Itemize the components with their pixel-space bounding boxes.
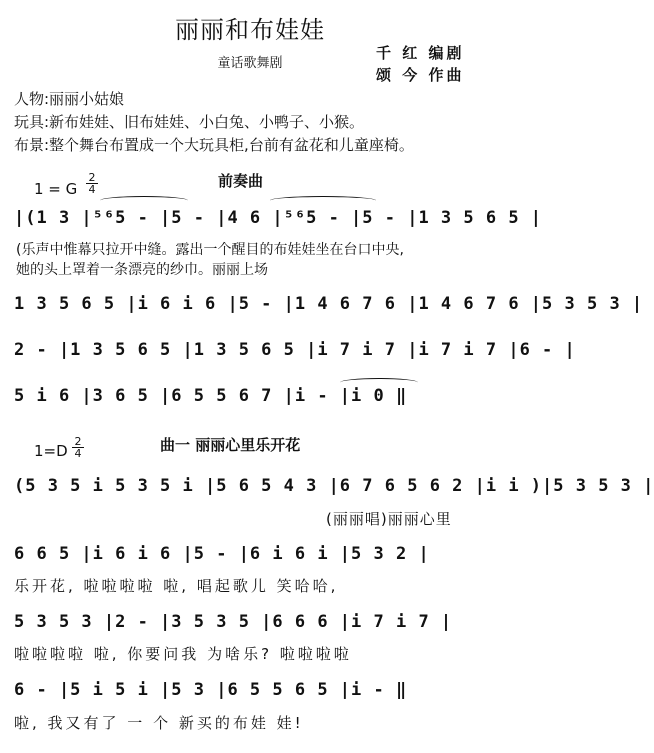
prelude-meter [86, 172, 98, 195]
prelude-heading: 前奏曲 [218, 172, 264, 190]
song1-line-3-notes: 5 3 5 3 |2 - |3 5 3 5 |6 6 6 |i 7 i 7 | [14, 612, 453, 632]
prelude-meter-bottom: 4 [88, 183, 96, 196]
page-title: 丽丽和布娃娃 [175, 16, 325, 44]
prelude-line-3: 2 - |1 3 5 6 5 |1 3 5 6 5 |i 7 i 7 |i 7 i 7 |6 - | [14, 340, 576, 360]
song1-heading: 曲一 丽丽心里乐开花 [160, 436, 301, 454]
song1-meter [72, 436, 84, 459]
song1-meter-top: 2 [74, 435, 82, 448]
prelude-line-2: 1 3 5 6 5 |i 6 i 6 |5 - |1 4 6 7 6 |1 4 6 7 6 |5 3 5 3 | [14, 294, 644, 314]
page-subtitle: 童话歌舞剧 [217, 56, 283, 71]
song1-line-4-lyric: 啦, 我又有了 一 个 新买的布娃 娃! [14, 714, 304, 732]
song1-line-3-lyric: 啦啦啦啦 啦, 你要问我 为啥乐? 啦啦啦啦 [14, 645, 352, 663]
song1-line-2-notes: 6 6 5 |i 6 i 6 |5 - |6 i 6 i |5 3 2 | [14, 544, 430, 564]
prelude-line-4: 5 i 6 |3 6 5 |6 5 5 6 7 |i - |i 0 ‖ [14, 386, 408, 406]
song1-line-4-notes: 6 - |5 i 5 i |5 3 |6 5 5 6 5 |i - ‖ [14, 680, 408, 700]
info-toys: 玩具:新布娃娃、旧布娃娃、小白兔、小鸭子、小猴。 [14, 113, 365, 131]
song1-line-2-lyric: 乐开花, 啦啦啦啦 啦, 唱起歌儿 笑哈哈, [14, 577, 339, 595]
song1-line-1-notes: (5 3 5 i 5 3 5 i |5 6 5 4 3 |6 7 6 5 6 2 |i i )|5 3 5 3 | [14, 476, 654, 496]
info-characters: 人物:丽丽小姑娘 [14, 90, 125, 108]
slur [270, 196, 376, 205]
prelude-line-1: |(1 3 |⁵⁶5 - |5 - |4 6 |⁵⁶5 - |5 - |1 3 5 6 5 | [14, 208, 543, 228]
slur [100, 196, 188, 205]
info-setting: 布景:整个舞台布置成一个大玩具柜,台前有盆花和儿童座椅。 [14, 136, 414, 154]
credit-music: 颂 今 作曲 [376, 66, 465, 84]
prelude-key: 1 = G [34, 180, 78, 198]
credit-lyrics: 千 红 编剧 [376, 44, 465, 62]
song1-line-1-lyric: (丽丽唱)丽丽心里 [326, 510, 452, 528]
song1-meter-bottom: 4 [74, 447, 82, 460]
song1-key: 1=D [34, 442, 68, 460]
prelude-meter-top: 2 [88, 171, 96, 184]
stage-direction: (乐声中惟幕只拉开中缝。露出一个醒目的布娃娃坐在台口中央, 她的头上罩着一条漂亮的纱巾。丽丽上场 [16, 242, 404, 278]
